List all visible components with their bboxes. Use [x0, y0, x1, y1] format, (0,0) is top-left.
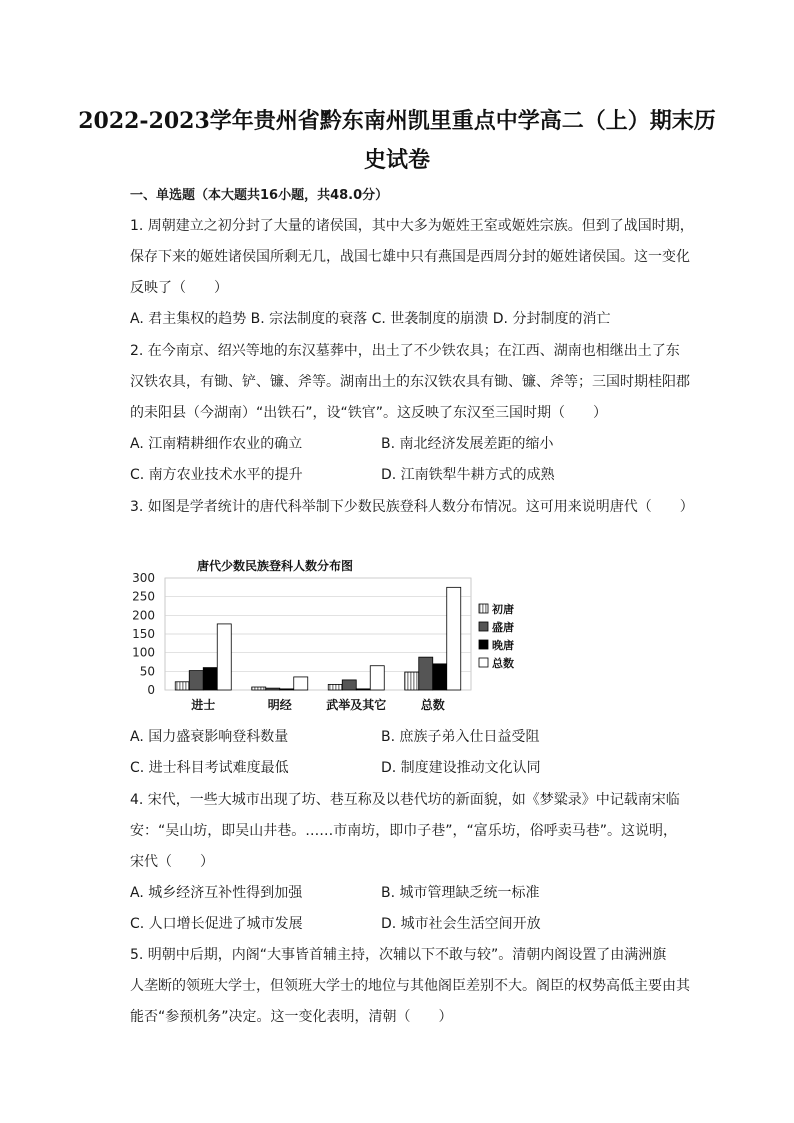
question-text: 1. 周朝建立之初分封了大量的诸侯国，其中大多为姬姓王室或姬姓宗族。但到了战国时期， [130, 218, 694, 234]
option-c[interactable]: C. 人口增长促进了城市发展 [130, 916, 303, 932]
bars [175, 587, 461, 690]
question-text: 安：“吴山坊，即吴山井巷。……市南坊，即巾子巷”，“富乐坊，俗呼卖马巷”。这说明， [130, 823, 678, 839]
title-line-2: 史试卷 [363, 147, 430, 173]
x-tick-label: 武举及其它 [326, 698, 387, 712]
bar-总数 [370, 666, 384, 690]
x-tick-label: 总数 [420, 698, 445, 712]
option-b[interactable]: B. 城市管理缺乏统一标准 [381, 885, 540, 901]
option-a[interactable]: A. 江南精耕细作农业的确立 [130, 436, 303, 452]
title-line-1: 2022-2023学年贵州省黔东南州凯里重点中学高二（上）期末历 [78, 108, 716, 134]
legend-swatch [479, 622, 488, 631]
x-tick-label: 明经 [267, 698, 292, 712]
option-d[interactable]: D. 江南铁犁牛耕方式的成熟 [381, 467, 555, 483]
legend-label: 总数 [492, 657, 514, 670]
bar-晚唐 [280, 689, 294, 690]
y-tick-label: 250 [132, 589, 155, 604]
bar-chart [125, 556, 514, 716]
bar-初唐 [405, 672, 419, 690]
bar-盛唐 [342, 680, 356, 690]
bar-晚唐 [433, 664, 447, 690]
option-d[interactable]: D. 城市社会生活空间开放 [381, 916, 541, 932]
option-c[interactable]: C. 进士科目考试难度最低 [130, 760, 289, 776]
bar-初唐 [328, 684, 342, 690]
option-b[interactable]: B. 庶族子弟入仕日益受阻 [381, 729, 540, 745]
bar-盛唐 [266, 688, 280, 690]
bar-晚唐 [203, 668, 217, 690]
option-b[interactable]: B. 南北经济发展差距的缩小 [381, 436, 554, 452]
y-tick-label: 100 [132, 645, 155, 660]
question-text: 的耒阳县（今湖南）“出铁石”，设“铁官”。这反映了东汉至三国时期（ ） [130, 405, 608, 421]
bar-总数 [447, 587, 461, 690]
y-tick-label: 150 [132, 627, 155, 641]
bar-晚唐 [356, 689, 370, 690]
option-a[interactable]: A. 国力盛衰影响登科数量 [130, 729, 289, 745]
x-axis-labels [190, 697, 445, 712]
question-text: 保存下来的姬姓诸侯国所剩无几，战国七雄中只有燕国是西周分封的姬姓诸侯国。这一变化 [130, 249, 690, 265]
bar-总数 [294, 677, 308, 690]
y-tick-label: 300 [132, 571, 155, 585]
options-line[interactable]: A. 君主集权的趋势 B. 宗法制度的衰落 C. 世袭制度的崩溃 D. 分封制度的消亡 [130, 311, 611, 327]
legend [479, 602, 514, 670]
question-text: 宋代（ ） [130, 854, 214, 870]
legend-swatch [479, 604, 488, 613]
y-tick-label: 50 [139, 664, 155, 679]
question-text: 能否“参预机务”决定。这一变化表明，清朝（ ） [130, 1009, 453, 1025]
bar-盛唐 [419, 657, 433, 690]
y-axis-ticks [132, 571, 155, 697]
question-text: 4. 宋代，一些大城市出现了坊、巷互称及以巷代坊的新面貌，如《梦粱录》中记载南宋临 [130, 792, 680, 808]
x-tick-label: 进士 [191, 698, 216, 712]
bar-总数 [217, 624, 231, 690]
option-d[interactable]: D. 制度建设推动文化认同 [381, 760, 541, 776]
legend-label: 盛唐 [492, 621, 514, 634]
option-a[interactable]: A. 城乡经济互补性得到加强 [130, 885, 303, 901]
legend-label: 初唐 [492, 603, 514, 616]
option-c[interactable]: C. 南方农业技术水平的提升 [130, 467, 303, 483]
legend-swatch [479, 658, 488, 667]
bar-初唐 [252, 687, 266, 690]
bar-盛唐 [189, 671, 203, 690]
question-text: 2. 在今南京、绍兴等地的东汉墓葬中，出土了不少铁农具；在江西、湖南也相继出土了东 [130, 343, 680, 359]
section-header: 一、单选题（本大题共16小题，共48.0分） [130, 188, 389, 203]
question-text: 汉铁农具，有锄、铲、镰、斧等。湖南出土的东汉铁农具有锄、镰、斧等；三国时期桂阳郡 [130, 374, 690, 390]
chart-title: 唐代少数民族登科人数分布图 [196, 559, 354, 573]
legend-swatch [479, 640, 488, 649]
question-text: 3. 如图是学者统计的唐代科举制下少数民族登科人数分布情况。这可用来说明唐代（ ） [130, 499, 694, 515]
legend-label: 晚唐 [492, 639, 514, 652]
bar-初唐 [175, 682, 189, 690]
y-tick-label: 200 [132, 608, 155, 623]
question-text: 5. 明朝中后期，内阁“大事皆首辅主持，次辅以下不敢与较”。清朝内阁设置了由满洲旗 [130, 947, 667, 963]
question-text: 反映了（ ） [130, 280, 228, 296]
question-text: 人垄断的领班大学士，但领班大学士的地位与其他阁臣差别不大。阁臣的权势高低主要由其 [130, 978, 690, 994]
y-tick-label: 0 [147, 683, 155, 697]
